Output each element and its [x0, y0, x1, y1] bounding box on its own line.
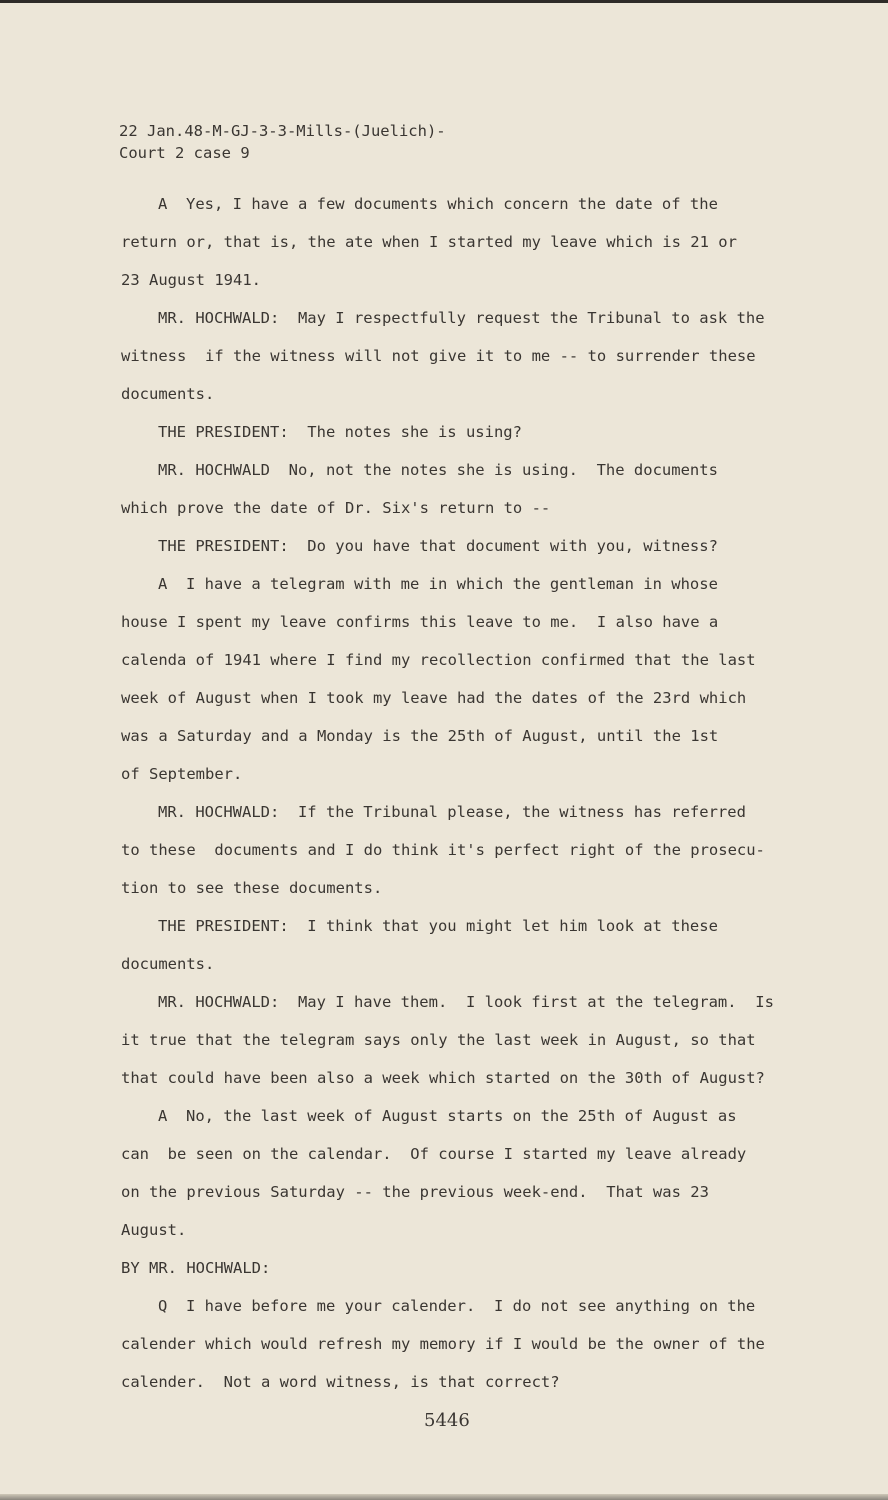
- transcript-line: August.: [121, 1221, 187, 1239]
- transcript-line: documents.: [121, 385, 215, 403]
- transcript-line: calenda of 1941 where I find my recollection confirmed that the last: [121, 651, 756, 669]
- header-line-1: 22 Jan.48-M-GJ-3-3-Mills-(Juelich)-: [119, 122, 446, 140]
- document-header: [119, 120, 446, 164]
- transcript-line: tion to see these documents.: [121, 879, 383, 897]
- transcript-body: [121, 190, 801, 1406]
- transcript-line: was a Saturday and a Monday is the 25th of August, until the 1st: [121, 727, 719, 745]
- transcript-line: Q I have before me your calender. I do not see anything on the: [158, 1297, 756, 1315]
- transcript-line: MR. HOCHWALD No, not the notes she is using. The documents: [158, 461, 718, 479]
- transcript-line: documents.: [121, 955, 215, 973]
- transcript-line: 23 August 1941.: [121, 271, 261, 289]
- page-top-edge: [0, 0, 888, 3]
- transcript-line: to these documents and I do think it's perfect right of the prosecu-: [121, 841, 765, 859]
- transcript-line: on the previous Saturday -- the previous week-end. That was 23: [121, 1183, 709, 1201]
- transcript-line: MR. HOCHWALD: May I have them. I look first at the telegram. Is: [158, 993, 774, 1011]
- transcript-line: that could have been also a week which started on the 30th of August?: [121, 1069, 765, 1087]
- transcript-line: MR. HOCHWALD: May I respectfully request the Tribunal to ask the: [158, 309, 765, 327]
- header-line-2: Court 2 case 9: [119, 144, 250, 162]
- transcript-line: calender. Not a word witness, is that correct?: [121, 1373, 560, 1391]
- page-bottom-edge: [0, 1494, 888, 1500]
- transcript-line: A No, the last week of August starts on the 25th of August as: [158, 1107, 737, 1125]
- transcript-line: return or, that is, the ate when I started my leave which is 21 or: [121, 233, 737, 251]
- transcript-line: of September.: [121, 765, 243, 783]
- transcript-line: it true that the telegram says only the last week in August, so that: [121, 1031, 756, 1049]
- transcript-line: can be seen on the calendar. Of course I started my leave already: [121, 1145, 747, 1163]
- transcript-line: A I have a telegram with me in which the gentleman in whose: [158, 575, 718, 593]
- transcript-line: house I spent my leave confirms this leave to me. I also have a: [121, 613, 719, 631]
- transcript-line: which prove the date of Dr. Six's return to --: [121, 499, 551, 517]
- transcript-line: MR. HOCHWALD: If the Tribunal please, the witness has referred: [158, 803, 746, 821]
- transcript-line: week of August when I took my leave had the dates of the 23rd which: [121, 689, 747, 707]
- transcript-line: THE PRESIDENT: The notes she is using?: [158, 423, 522, 441]
- transcript-line: witness if the witness will not give it to me -- to surrender these: [121, 347, 756, 365]
- transcript-line: THE PRESIDENT: Do you have that document with you, witness?: [158, 537, 718, 555]
- transcript-line: THE PRESIDENT: I think that you might let him look at these: [158, 917, 718, 935]
- page-number: 5446: [424, 1410, 470, 1431]
- transcript-line: calender which would refresh my memory if I would be the owner of the: [121, 1335, 765, 1353]
- transcript-line: A Yes, I have a few documents which concern the date of the: [158, 195, 718, 213]
- transcript-line: BY MR. HOCHWALD:: [121, 1259, 271, 1277]
